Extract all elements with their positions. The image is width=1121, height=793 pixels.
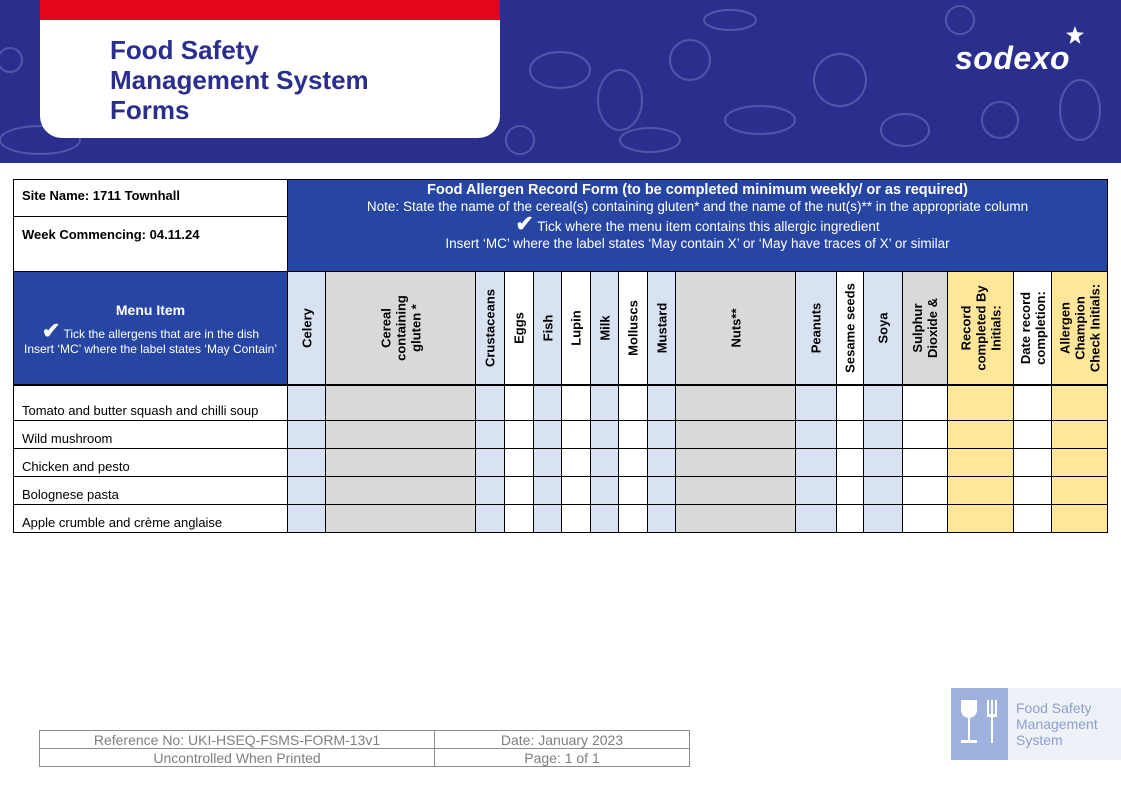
allergen-cell[interactable] bbox=[288, 505, 326, 533]
menu-items-table bbox=[13, 385, 1108, 533]
allergen-cell[interactable] bbox=[903, 421, 948, 449]
allergen-cell[interactable] bbox=[476, 449, 505, 477]
allergen-cell[interactable] bbox=[591, 477, 619, 505]
allergen-cell[interactable] bbox=[837, 386, 864, 421]
menu-mc-text: Insert ‘MC’ where the label states ‘May Contain’ bbox=[24, 342, 277, 356]
allergen-cell[interactable] bbox=[288, 386, 326, 421]
allergen-cell[interactable] bbox=[562, 386, 591, 421]
allergen-cell[interactable] bbox=[837, 477, 864, 505]
badge-line-3: System bbox=[1016, 732, 1063, 748]
wine-glass-fork-icon bbox=[951, 688, 1008, 760]
star-icon bbox=[1066, 26, 1084, 44]
allergen-cell[interactable] bbox=[288, 421, 326, 449]
allergen-cell[interactable] bbox=[619, 449, 648, 477]
col-header-fish: Fish bbox=[534, 272, 562, 385]
col-header-eggs: Eggs bbox=[505, 272, 534, 385]
col-header-celery: Celery bbox=[288, 272, 326, 385]
allergen-cell[interactable] bbox=[591, 421, 619, 449]
badge-line-2: Management bbox=[1016, 716, 1098, 732]
allergen-cell[interactable] bbox=[903, 477, 948, 505]
checkmark-icon: ✔ bbox=[41, 318, 61, 343]
allergen-cell[interactable] bbox=[1014, 386, 1052, 421]
allergen-cell[interactable] bbox=[505, 505, 534, 533]
gluten-nut-note: Note: State the name of the cereal(s) containing gluten* and the name of the nut(s)** in the appropriate column bbox=[366, 199, 1029, 214]
sodexo-logo: sodexo bbox=[955, 40, 1071, 76]
footer-reference-table bbox=[39, 730, 690, 767]
table-row bbox=[14, 386, 1108, 421]
allergen-cell[interactable] bbox=[326, 386, 476, 421]
menu-item-label: Bolognese pasta bbox=[14, 477, 288, 505]
site-name: Site Name: 1711 Townhall bbox=[14, 180, 288, 217]
allergen-cell[interactable] bbox=[534, 505, 562, 533]
allergen-cell[interactable] bbox=[796, 477, 837, 505]
col-header-record-initials: Record completed By Initials: bbox=[948, 272, 1014, 385]
menu-item-instructions bbox=[14, 318, 287, 357]
menu-tick-text: Tick the allergens that are in the dish bbox=[63, 327, 260, 341]
allergen-cell[interactable] bbox=[326, 505, 476, 533]
allergen-cell[interactable] bbox=[476, 421, 505, 449]
allergen-cell[interactable] bbox=[864, 421, 903, 449]
allergen-cell[interactable] bbox=[534, 386, 562, 421]
col-header-cereal-gluten: Cereal containing gluten * bbox=[326, 272, 476, 385]
allergen-cell[interactable] bbox=[864, 477, 903, 505]
allergen-cell[interactable] bbox=[505, 449, 534, 477]
allergen-cell[interactable] bbox=[1052, 449, 1108, 477]
week-commencing: Week Commencing: 04.11.24 bbox=[14, 217, 288, 272]
allergen-cell[interactable] bbox=[648, 477, 676, 505]
allergen-cell[interactable] bbox=[648, 386, 676, 421]
allergen-cell[interactable] bbox=[1014, 477, 1052, 505]
badge-text bbox=[1016, 700, 1098, 748]
allergen-cell[interactable] bbox=[562, 477, 591, 505]
allergen-cell[interactable] bbox=[562, 505, 591, 533]
title-card bbox=[40, 0, 500, 138]
col-header-milk: Milk bbox=[591, 272, 619, 385]
allergen-cell[interactable] bbox=[948, 477, 1014, 505]
allergen-cell[interactable] bbox=[676, 421, 796, 449]
fsms-badge bbox=[951, 688, 1121, 760]
form-instructions bbox=[288, 180, 1108, 272]
allergen-cell[interactable] bbox=[1052, 477, 1108, 505]
allergen-cell[interactable] bbox=[619, 505, 648, 533]
menu-item-label: Chicken and pesto bbox=[14, 449, 288, 477]
menu-item-label: Tomato and butter squash and chilli soup bbox=[14, 386, 288, 421]
allergen-cell[interactable] bbox=[534, 477, 562, 505]
allergen-cell[interactable] bbox=[476, 505, 505, 533]
allergen-cell[interactable] bbox=[837, 505, 864, 533]
allergen-cell[interactable] bbox=[1052, 386, 1108, 421]
page-title bbox=[110, 35, 470, 125]
allergen-cell[interactable] bbox=[562, 421, 591, 449]
allergen-cell[interactable] bbox=[676, 386, 796, 421]
allergen-cell[interactable] bbox=[903, 449, 948, 477]
allergen-cell[interactable] bbox=[326, 477, 476, 505]
table-row bbox=[14, 505, 1108, 533]
table-row bbox=[14, 477, 1108, 505]
allergen-cell[interactable] bbox=[326, 449, 476, 477]
allergen-cell[interactable] bbox=[676, 449, 796, 477]
allergen-cell[interactable] bbox=[1052, 421, 1108, 449]
allergen-cell[interactable] bbox=[796, 421, 837, 449]
reference-number: Reference No: UKI-HSEQ-FSMS-FORM-13v1 bbox=[40, 731, 435, 749]
tick-instruction-row bbox=[288, 211, 1107, 236]
allergen-cell[interactable] bbox=[476, 477, 505, 505]
allergen-cell[interactable] bbox=[903, 386, 948, 421]
allergen-cell[interactable] bbox=[505, 386, 534, 421]
col-header-lupin: Lupin bbox=[562, 272, 591, 385]
page-number: Page: 1 of 1 bbox=[435, 749, 690, 767]
col-header-date-completion: Date record completion: bbox=[1014, 272, 1052, 385]
allergen-cell[interactable] bbox=[676, 477, 796, 505]
allergen-cell[interactable] bbox=[948, 449, 1014, 477]
col-header-peanuts: Peanuts bbox=[796, 272, 837, 385]
allergen-cell[interactable] bbox=[591, 449, 619, 477]
title-line-2: Management System bbox=[110, 65, 369, 95]
allergen-cell[interactable] bbox=[562, 449, 591, 477]
allergen-cell[interactable] bbox=[648, 421, 676, 449]
allergen-cell[interactable] bbox=[1014, 421, 1052, 449]
col-header-champion-initials: Allergen Champion Check Initials: bbox=[1052, 272, 1108, 385]
red-bar bbox=[40, 0, 500, 20]
mc-instruction: Insert ‘MC’ where the label states ‘May contain X’ or ‘May have traces of X’ or similar bbox=[445, 236, 950, 251]
allergen-cell[interactable] bbox=[837, 449, 864, 477]
allergen-cell[interactable] bbox=[1014, 449, 1052, 477]
allergen-cell[interactable] bbox=[948, 505, 1014, 533]
col-header-soya: Soya bbox=[864, 272, 903, 385]
uncontrolled-notice: Uncontrolled When Printed bbox=[40, 749, 435, 767]
allergen-cell[interactable] bbox=[288, 449, 326, 477]
checkmark-icon: ✔ bbox=[515, 211, 534, 236]
allergen-cell[interactable] bbox=[903, 505, 948, 533]
allergen-cell[interactable] bbox=[864, 505, 903, 533]
allergen-cell[interactable] bbox=[591, 386, 619, 421]
allergen-cell[interactable] bbox=[505, 421, 534, 449]
allergen-cell[interactable] bbox=[864, 386, 903, 421]
allergen-form-table bbox=[13, 179, 1108, 385]
allergen-cell[interactable] bbox=[326, 421, 476, 449]
header-banner bbox=[0, 0, 1121, 163]
col-header-molluscs: Molluscs bbox=[619, 272, 648, 385]
allergen-cell[interactable] bbox=[619, 421, 648, 449]
allergen-cell[interactable] bbox=[591, 505, 619, 533]
allergen-cell[interactable] bbox=[288, 477, 326, 505]
allergen-cell[interactable] bbox=[476, 386, 505, 421]
col-header-nuts: Nuts** bbox=[676, 272, 796, 385]
menu-item-title: Menu Item bbox=[115, 302, 186, 318]
allergen-cell[interactable] bbox=[837, 421, 864, 449]
allergen-cell[interactable] bbox=[534, 421, 562, 449]
allergen-cell[interactable] bbox=[948, 421, 1014, 449]
allergen-cell[interactable] bbox=[796, 449, 837, 477]
allergen-cell[interactable] bbox=[948, 386, 1014, 421]
allergen-cell[interactable] bbox=[534, 449, 562, 477]
allergen-cell[interactable] bbox=[505, 477, 534, 505]
menu-item-header bbox=[14, 272, 288, 385]
allergen-cell[interactable] bbox=[1014, 505, 1052, 533]
badge-icon-panel bbox=[951, 688, 1008, 760]
table-row bbox=[14, 449, 1108, 477]
allergen-cell[interactable] bbox=[796, 505, 837, 533]
col-header-crustaceans: Crustaceans bbox=[476, 272, 505, 385]
allergen-cell[interactable] bbox=[676, 505, 796, 533]
allergen-cell[interactable] bbox=[796, 386, 837, 421]
allergen-cell[interactable] bbox=[619, 477, 648, 505]
menu-item-label: Wild mushroom bbox=[14, 421, 288, 449]
document-date: Date: January 2023 bbox=[435, 731, 690, 749]
table-row bbox=[14, 421, 1108, 449]
title-line-3: Forms bbox=[110, 95, 190, 125]
allergen-cell[interactable] bbox=[1052, 505, 1108, 533]
form-heading: Food Allergen Record Form (to be completed minimum weekly/ or as required) bbox=[427, 182, 968, 198]
allergen-cell[interactable] bbox=[648, 449, 676, 477]
badge-line-1: Food Safety bbox=[1016, 700, 1092, 716]
menu-item-label: Apple crumble and crème anglaise bbox=[14, 505, 288, 533]
title-line-1: Food Safety bbox=[110, 35, 259, 65]
col-header-sulphur: Sulphur Dioxide & bbox=[903, 272, 948, 385]
allergen-cell[interactable] bbox=[648, 505, 676, 533]
col-header-sesame: Sesame seeds bbox=[837, 272, 864, 385]
tick-instruction: Tick where the menu item contains this allergic ingredient bbox=[537, 219, 880, 234]
allergen-cell[interactable] bbox=[864, 449, 903, 477]
col-header-mustard: Mustard bbox=[648, 272, 676, 385]
allergen-cell[interactable] bbox=[619, 386, 648, 421]
